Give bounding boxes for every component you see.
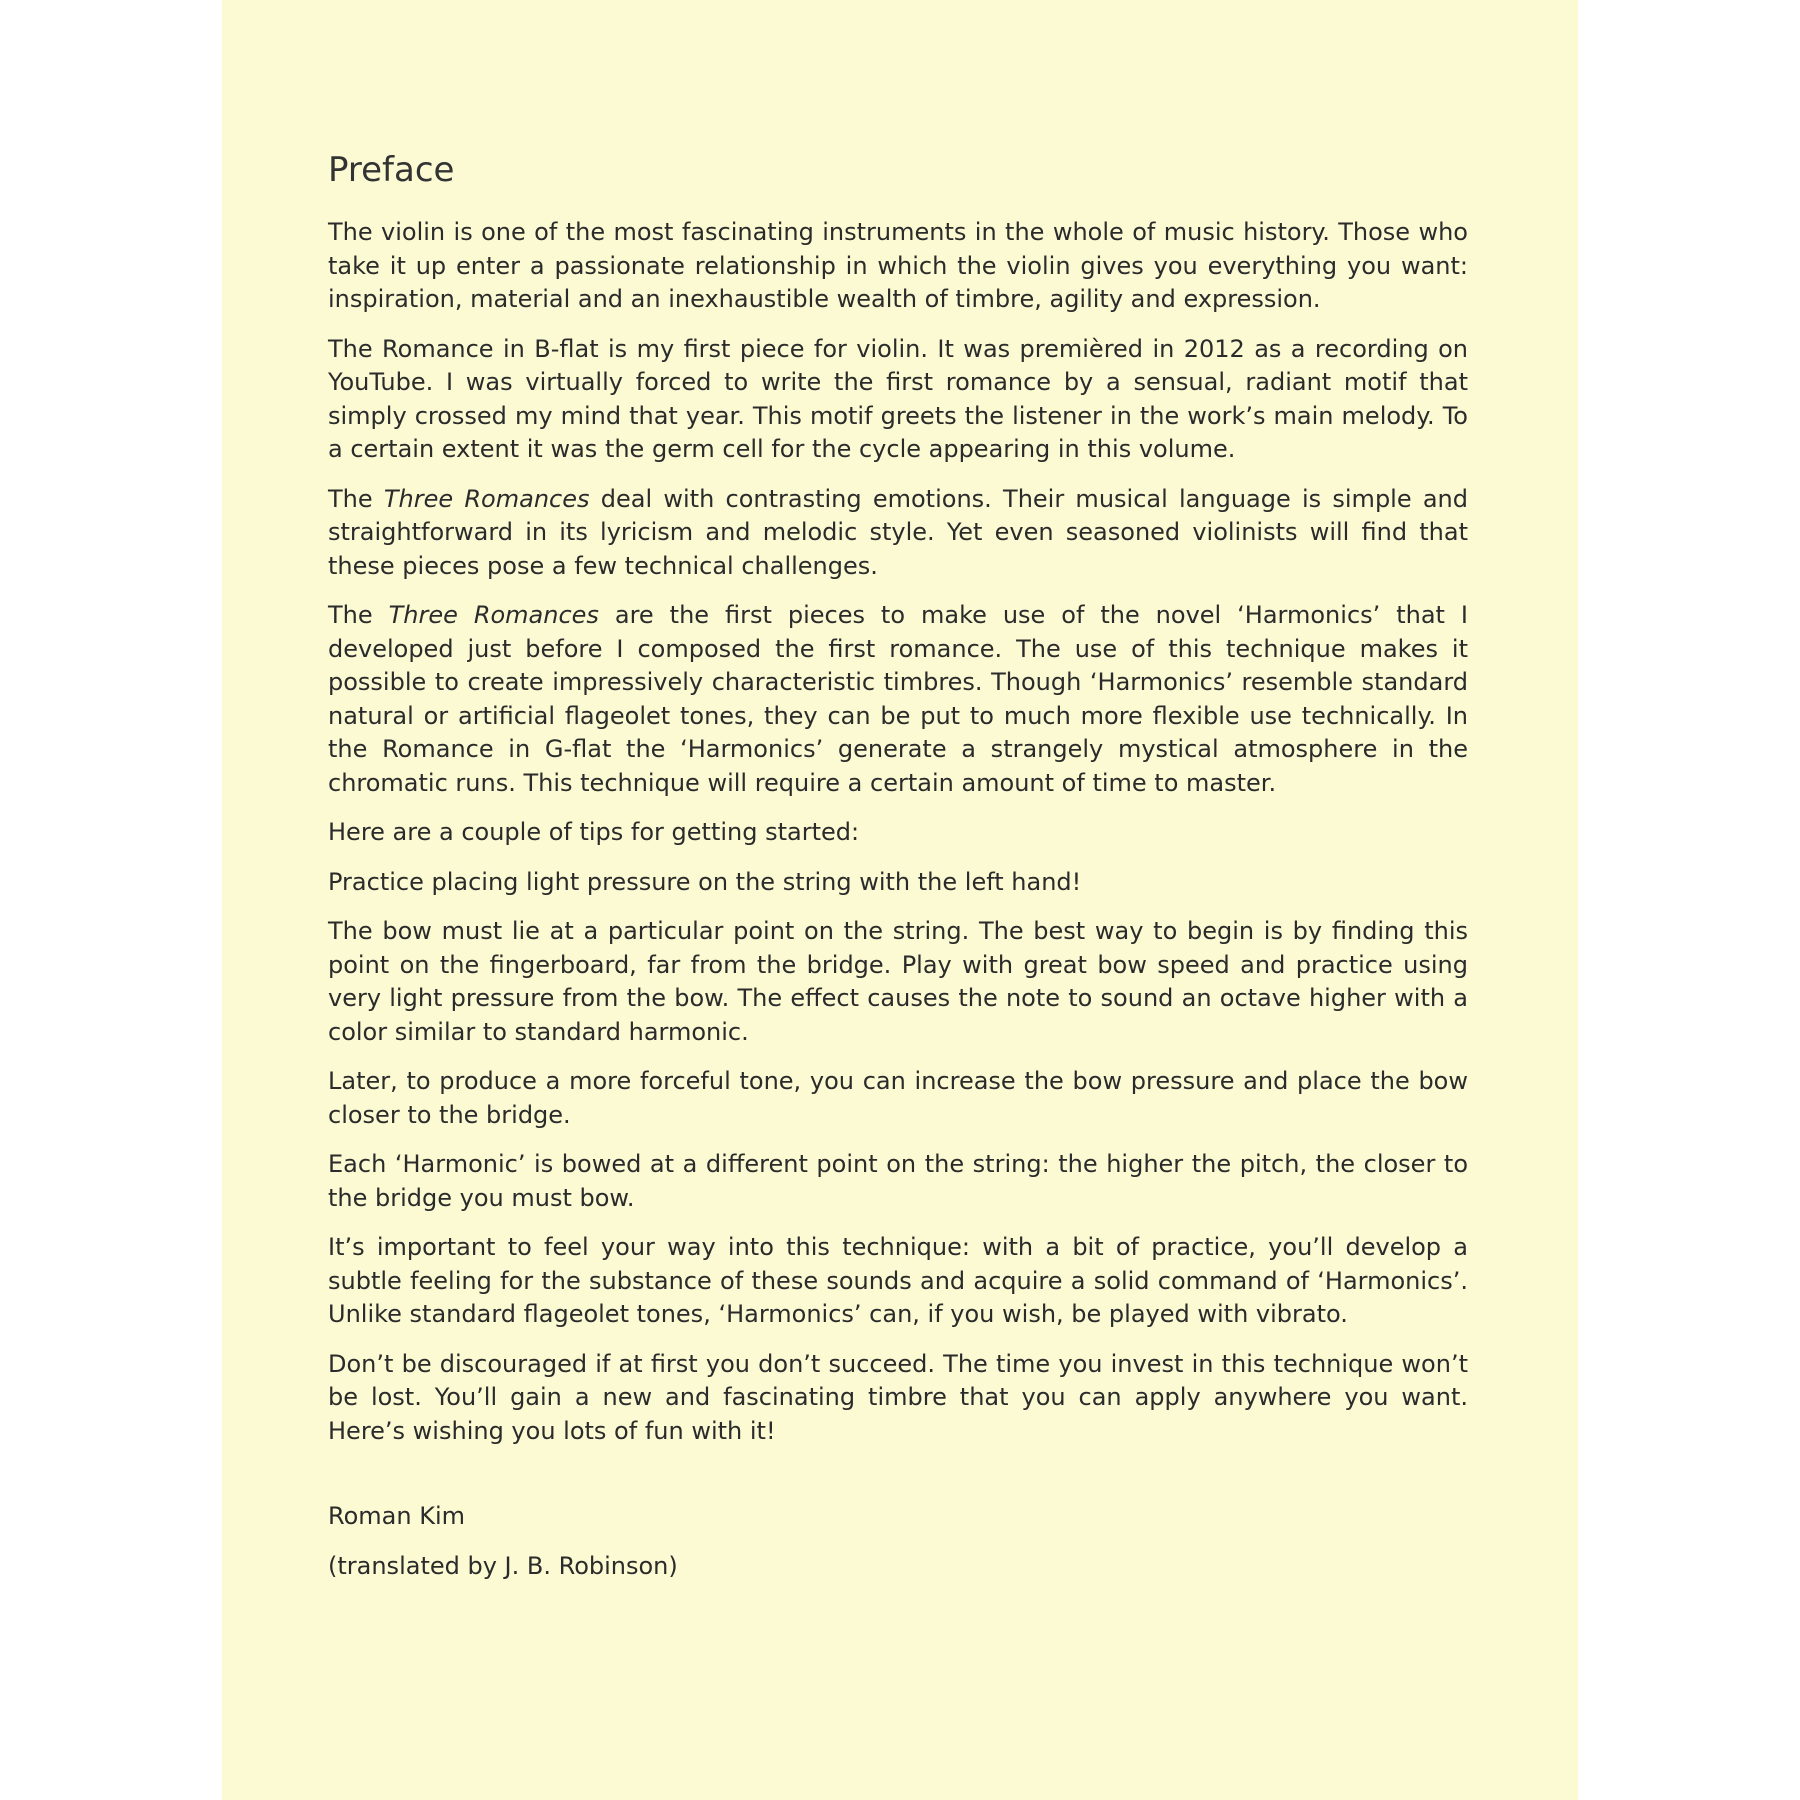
paragraph-tip-forceful-tone: Later, to produce a more forceful tone, you can increase the bow pressure and place the bow closer to the bridge. bbox=[328, 1067, 1468, 1129]
work-title-italic: Three Romances bbox=[383, 484, 590, 513]
paragraph-text: The bbox=[328, 484, 384, 513]
paragraph-romance-b-flat: The Romance in B-flat is my first piece for violin. It was premièred in 2012 as a recording on YouTube. I was virtually forced to write the first romance by a sensual, radiant motif that simply crossed my mind that year. This motif greets the listener in the work’s main melody. To a certain extent it was the germ cell for the cycle appearing in this volume. bbox=[328, 334, 1468, 463]
paragraph-text: are the first pieces to make use of the novel ‘Harmonics’ that I developed just before I composed the first romance. The use of this technique makes it possible to create impressively characteristic timbres. Though ‘Harmonics’ resemble standard natural or artificial flageolet tones, they can be put to much more flexible use technically. In the Romance in G-flat the ‘Harmonics’ generate a strangely mystical atmosphere in the chromatic runs. This technique will require a certain amount of time to master. bbox=[328, 601, 1468, 797]
paragraph-intro: The violin is one of the most fascinating instruments in the whole of music history. Those who take it up enter a passionate relationship in which the violin gives you everything you want: inspiration, material and an inexhaustible wealth of timbre, agility and expression. bbox=[328, 218, 1468, 313]
paragraph-text: deal with contrasting emotions. Their musical language is simple and straightforward in its lyricism and melodic style. Yet even seasoned violinists will find that these pieces pose a few technical challenges. bbox=[328, 484, 1468, 580]
paragraph-three-romances-emotions bbox=[328, 483, 1468, 584]
work-title-italic: Three Romances bbox=[388, 601, 599, 629]
paragraph-text: The bbox=[328, 601, 389, 629]
paragraph-tips-intro: Here are a couple of tips for getting started: bbox=[328, 818, 860, 846]
translator-credit: (translated by J. B. Robinson) bbox=[328, 1551, 678, 1580]
preface-content bbox=[328, 148, 1468, 1599]
document-page bbox=[222, 0, 1578, 1800]
paragraph-harmonics-technique bbox=[328, 599, 1468, 800]
paragraph-encouragement: Don’t be discouraged if at first you don’t succeed. The time you invest in this technique won’t be lost. You’ll gain a new and fascinating timbre that you can apply anywhere you want. Here’s wishing you lots of fun with it! bbox=[328, 1349, 1468, 1445]
paragraph-tip-left-hand: Practice placing light pressure on the string with the left hand! bbox=[328, 867, 1082, 896]
signature-block bbox=[328, 1500, 1468, 1583]
paragraph-tip-bow-point: The bow must lie at a particular point on the string. The best way to begin is by finding this point on the fingerboard, far from the bridge. Play with great bow speed and practice using very light pressure from the bow. The effect causes the note to sound an octave higher with a color similar to standard harmonic. bbox=[328, 917, 1468, 1046]
paragraph-tip-pitch: Each ‘Harmonic’ is bowed at a different point on the string: the higher the pitch, the closer to the bridge you must bow. bbox=[328, 1150, 1468, 1212]
page-title: Preface bbox=[328, 150, 455, 190]
paragraph-tip-practice: It’s important to feel your way into this technique: with a bit of practice, you’ll develop a subtle feeling for the substance of these sounds and acquire a solid command of ‘Harmonics’. Unlike standard flageolet tones, ‘Harmonics’ can, if you wish, be played with vibrato. bbox=[328, 1233, 1468, 1328]
author-name: Roman Kim bbox=[328, 1502, 465, 1530]
